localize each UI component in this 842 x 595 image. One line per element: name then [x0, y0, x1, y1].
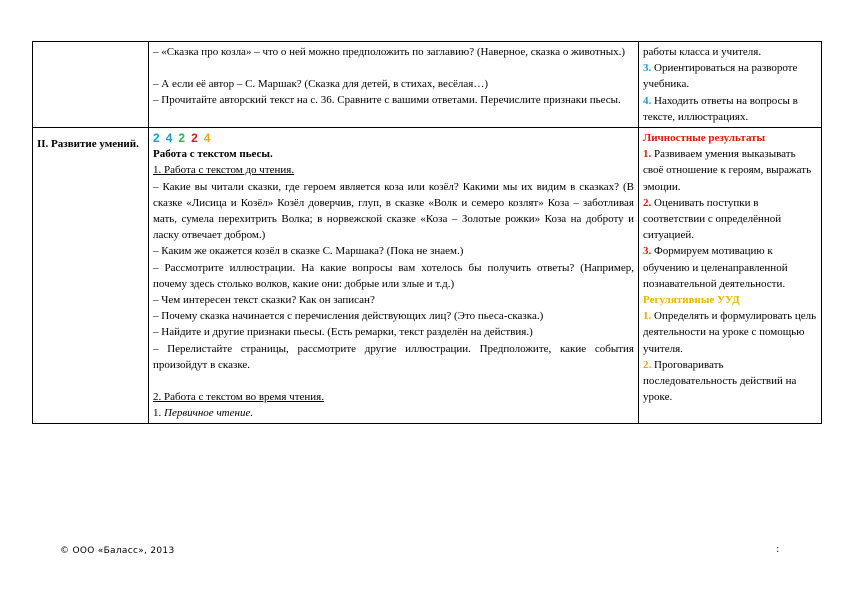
- page-number: :: [776, 544, 780, 555]
- item-number: 2.: [643, 358, 652, 371]
- item-number: 1.: [643, 310, 652, 323]
- item-number: 4.: [643, 94, 652, 107]
- paragraph: – Перелистайте страницы, рассмотрите другие иллюстрации. Предположите, какие события произойдут в сказке.: [153, 342, 634, 371]
- table-row: [33, 42, 822, 128]
- result-item: 2. Оценивать поступки в соответствии с определённой ситуацией.: [643, 196, 782, 242]
- content-cell: [149, 128, 639, 424]
- paragraph: – «Сказка про козла» – что о ней можно предположить по заглавию? (Наверное, сказка о животных.): [153, 46, 626, 58]
- subheading: 1. Работа с текстом до чтения.: [153, 164, 295, 177]
- subheading: 2. Работа с текстом во время чтения.: [153, 391, 324, 404]
- mark: 2: [153, 131, 160, 146]
- spacer: [153, 60, 634, 76]
- item-number: 2.: [643, 196, 652, 209]
- results-cell: [639, 128, 822, 424]
- mark: 4: [165, 131, 173, 146]
- paragraph: – Какие вы читали сказки, где героем является коза или козёл? Какими мы их видим в сказках? (В сказке «Лисица и Козёл» Козёл доверчив, глуп, в сказке «Волк и семеро козлят» Коза – заботливая мать, сумела перехитрить Волка; в норвежской сказке «Коза – Золотые рожки» Коза на доброту и ласку отвечает добром.): [153, 180, 634, 242]
- table-row: [33, 128, 822, 424]
- spacer: [153, 373, 634, 389]
- result-item: 1. Определять и формулировать цель деятельности на уроке с помощью учителя.: [643, 310, 817, 355]
- item-number: 1.: [643, 148, 652, 161]
- result-item: 3. Формируем мотивацию к обучению и целенаправленной познавательной деятельности.: [643, 245, 788, 290]
- paragraph: – Каким же окажется козёл в сказке С. Маршака? (Пока не знаем.): [153, 245, 464, 258]
- result-item: 3. Ориентироваться на развороте учебника.: [643, 62, 798, 91]
- section-title: II. Развитие умений.: [37, 138, 139, 151]
- stage-cell: [33, 42, 149, 128]
- paragraph: – Чем интересен текст сказки? Как он записан?: [153, 294, 375, 307]
- result-item: 2. Проговаривать последовательность действий на уроке.: [643, 358, 797, 404]
- paragraph: – А если её автор – С. Маршак? (Сказка для детей, в стихах, весёлая…): [153, 78, 488, 91]
- regulative-title: Регулятивные УУД: [643, 294, 740, 307]
- paragraph: – Рассмотрите иллюстрации. На какие вопросы вам хотелось бы получить ответы? (Например, почему здесь столько волков, какие они: добрые или злые и т.д.): [153, 261, 634, 290]
- mark: 2: [178, 131, 186, 146]
- item-number: 3.: [643, 245, 652, 258]
- item-number: 3.: [643, 62, 652, 75]
- result-item: 4. Находить ответы на вопросы в тексте, иллюстрациях.: [643, 94, 798, 123]
- colored-marks: [153, 130, 634, 146]
- content-cell: [149, 42, 639, 128]
- paragraph: – Прочитайте авторский текст на с. 36. Сравните с вашими ответами. Перечислите признаки пьесы.: [153, 94, 621, 107]
- mark: 4: [203, 131, 211, 146]
- lesson-table: [32, 41, 822, 424]
- result-item: работы класса и учителя.: [643, 46, 762, 58]
- paragraph: – Найдите и другие признаки пьесы. (Есть ремарки, текст разделён на действия.): [153, 326, 533, 339]
- section-heading: Работа с текстом пьесы.: [153, 148, 273, 161]
- result-item: 1. Развиваем умения выказывать своё отношение к героям, выражать эмоции.: [643, 148, 812, 193]
- paragraph: 1. Первичное чтение.: [153, 407, 254, 420]
- results-cell: [639, 42, 822, 128]
- personal-results-title: Личностные результаты: [643, 132, 766, 145]
- mark: 2: [191, 131, 198, 146]
- stage-cell: [33, 128, 149, 424]
- footer-copyright: © ООО «Баласс», 2013: [60, 546, 175, 556]
- paragraph: – Почему сказка начинается с перечисления действующих лиц? (Это пьеса-сказка.): [153, 310, 544, 323]
